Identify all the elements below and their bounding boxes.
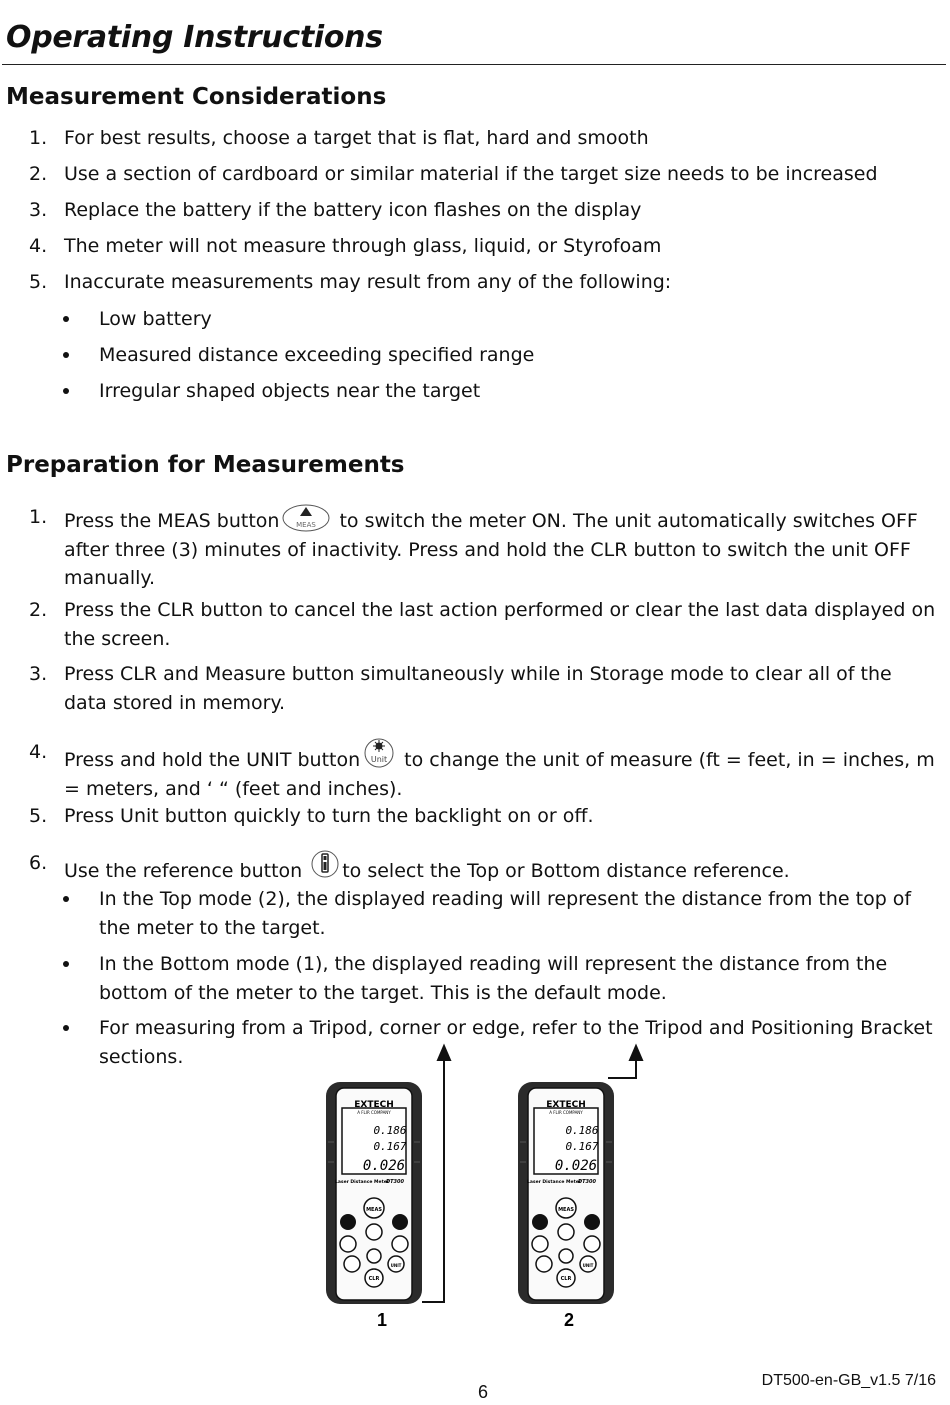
list-text: For best results, choose a target that is flat, hard and smooth: [64, 127, 649, 149]
meas-label: MEAS: [366, 1207, 382, 1213]
reading-1: 0.186: [565, 1124, 599, 1137]
list-number: 1.: [29, 127, 48, 149]
list-number: 1.: [29, 506, 48, 528]
clr-label: CLR: [368, 1276, 380, 1282]
list-number: 4.: [29, 741, 48, 763]
reading-2: 0.167: [373, 1140, 407, 1153]
list-number: 3.: [29, 199, 48, 221]
bullet-icon: [63, 352, 69, 358]
model-name: DT300: [386, 1179, 404, 1185]
unit-button-icon: [362, 738, 396, 768]
list-number: 4.: [29, 235, 48, 257]
svg-text:MEAS: MEAS: [296, 521, 317, 529]
label-top-mode: 2: [563, 1310, 575, 1330]
list-text: Press CLR and Measure button simultaneously while in Storage mode to clear all of the data stored in memory.: [64, 663, 892, 714]
bullet-text: For measuring from a Tripod, corner or edge, refer to the Tripod and Positioning Bracket sections.: [99, 1017, 933, 1068]
document-code: DT500-en-GB_v1.5 7/16: [761, 1372, 936, 1389]
list-text: Press and hold the UNIT button Unit to change the unit of measure (ft = feet, in = inches, m = meters, and ‘ “ (feet and inches).: [64, 738, 940, 803]
section-heading-measurement-considerations: Measurement Considerations: [6, 84, 387, 110]
label-bottom-mode: 1: [376, 1310, 388, 1330]
list-number: 2.: [29, 599, 48, 621]
meter-top-mode: [518, 1082, 614, 1304]
reference-button-icon: [310, 849, 340, 879]
list-text: Replace the battery if the battery icon flashes on the display: [64, 199, 642, 221]
list-text: Press the CLR button to cancel the last action performed or clear the last data displayed on the screen.: [64, 599, 936, 650]
reading-3: 0.026: [554, 1158, 598, 1174]
bullet-icon: [63, 316, 69, 322]
list-number: 6.: [29, 852, 48, 874]
bullet-icon: [63, 961, 69, 967]
meas-label: MEAS: [558, 1207, 574, 1213]
meas-button-icon: [281, 503, 331, 533]
unit-label: UNIT: [390, 1263, 402, 1268]
model-line: Laser Distance Meter: [526, 1180, 582, 1185]
model-line: Laser Distance Meter: [334, 1180, 390, 1185]
list-number: 2.: [29, 163, 48, 185]
bullet-icon: [63, 388, 69, 394]
clr-label: CLR: [560, 1276, 572, 1282]
top-reference-arrow: [608, 1046, 642, 1078]
sub-brand: A FLIR COMPANY: [549, 1110, 583, 1115]
page-number: 6: [478, 1382, 489, 1402]
unit-label: UNIT: [582, 1263, 594, 1268]
list-text: Inaccurate measurements may result from any of the following:: [64, 271, 672, 293]
bullet-icon: [63, 1025, 69, 1031]
reading-2: 0.167: [565, 1140, 599, 1153]
list-text: The meter will not measure through glass, liquid, or Styrofoam: [64, 235, 662, 257]
meter-bottom-mode: [326, 1082, 422, 1304]
brand-logo: EXTECH: [354, 1100, 394, 1110]
model-name: DT300: [578, 1179, 596, 1185]
bottom-reference-arrow: [422, 1046, 450, 1302]
bullet-text: Low battery: [99, 308, 212, 330]
sub-brand: A FLIR COMPANY: [357, 1110, 391, 1115]
bullet-text: Measured distance exceeding specified range: [99, 344, 535, 366]
list-text: Press the MEAS button MEAS to switch the meter ON. The unit automatically switches OFF after three (3) minutes of inactivity. Press and hold the CLR button to switch the unit OFF manually.: [64, 503, 940, 593]
bullet-icon: [63, 896, 69, 902]
list-number: 5.: [29, 271, 48, 293]
bullet-text: In the Top mode (2), the displayed reading will represent the distance from the top of the meter to the target.: [99, 888, 912, 939]
svg-text:Unit: Unit: [370, 755, 388, 764]
list-text: Press Unit button quickly to turn the backlight on or off.: [64, 805, 594, 827]
list-number: 3.: [29, 663, 48, 685]
page-title: Operating Instructions: [6, 20, 383, 55]
reading-1: 0.186: [373, 1124, 407, 1137]
title-divider: [2, 64, 946, 65]
bullet-text: Irregular shaped objects near the target: [99, 380, 481, 402]
list-text: Use the reference button to select the Top or Bottom distance reference.: [64, 849, 940, 886]
list-text: Use a section of cardboard or similar material if the target size needs to be increased: [64, 163, 878, 185]
reading-3: 0.026: [362, 1158, 406, 1174]
brand-logo: EXTECH: [546, 1100, 586, 1110]
reference-mode-diagram: [300, 1042, 660, 1342]
list-number: 5.: [29, 805, 48, 827]
bullet-text: In the Bottom mode (1), the displayed reading will represent the distance from the bottom of the meter to the target. This is the default mode.: [99, 953, 888, 1004]
section-heading-preparation: Preparation for Measurements: [6, 452, 405, 478]
